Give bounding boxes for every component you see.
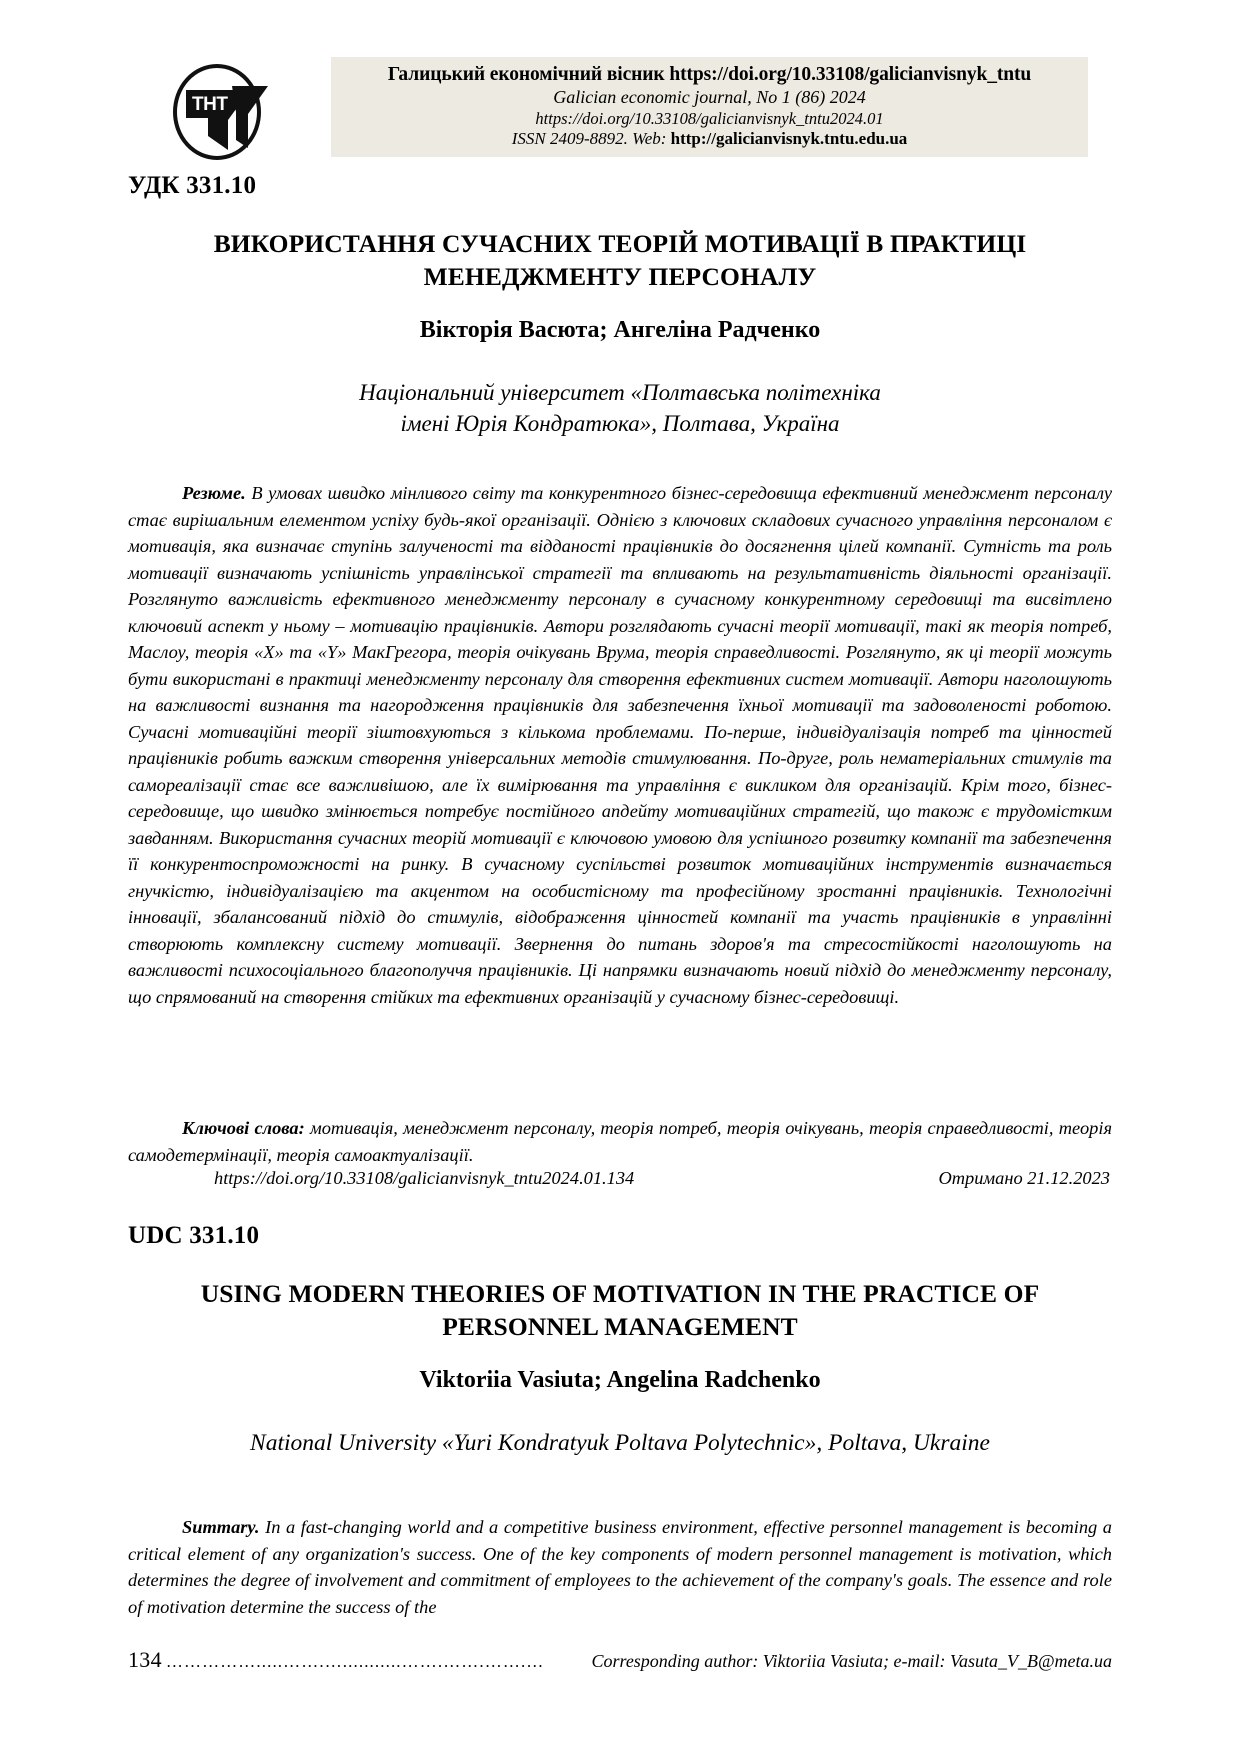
journal-title-en: Galician economic journal, No 1 (86) 2024 <box>553 86 866 107</box>
abstract-uk-lead: Резюме. <box>182 483 246 504</box>
page-footer <box>128 1647 1112 1673</box>
received-date: Отримано 21.12.2023 <box>938 1168 1110 1188</box>
page-title-en: USING MODERN THEORIES OF MOTIVATION IN THE PRACTICE OF PERSONNEL MANAGEMENT <box>200 1279 1040 1341</box>
keywords-uk <box>128 1115 1112 1168</box>
udc-code-uk: УДК 331.10 <box>128 172 257 199</box>
article-doi[interactable]: https://doi.org/10.33108/galicianvisnyk_tntu2024.01.134 <box>214 1168 635 1188</box>
svg-text:ТНТ: ТНТ <box>192 94 228 115</box>
issue-doi: https://doi.org/10.33108/galicianvisnyk_tntu2024.01 <box>535 108 884 128</box>
abstract-uk-body: В умовах швидко мінливого світу та конкурентного бізнес-середовища ефективний менеджмент персоналу стає вирішальним елементом успіху будь-якої організації. Однією з ключових складових сучасного управління персоналом є мотивація, яка визначає ступінь залученості та відданості працівників до досягнення цілей компанії. Сутність та роль мотивації визначають успішність управлінської стратегії та впливають на результативність діяльності організації. Розглянуто важливість ефективного менеджменту персоналу в сучасному конкурентному середовищі та висвітлено ключовий аспект у ньому – мотивацію працівників. Автори розглядають сучасні теорії мотивації, такі як теорія потреб, Маслоу, теорія «Х» та «Y» МакГрегора, теорія очікувань Врума, теорія справедливості. Розглянуто, як ці теорії можуть бути використані в практиці менеджменту персоналу для створення ефективних систем мотивації. Автори наголошують на важливості визнання та нагородження працівників для забезпечення їхньої мотивації та задоволеності роботою. Сучасні мотиваційні теорії зіштовхуються з кількома проблемами. По-перше, індивідуалізація потреб та цінностей працівників робить важким створення універсальних методів стимулювання. По-друге, роль нематеріальних стимулів та самореалізації стає все важливішою, але їх вимірювання та управління є викликом для організацій. Крім того, бізнес-середовище, що швидко змінюється потребує постійного апдейту мотиваційних стратегій, що також є трудомістким завданням. Використання сучасних теорій мотивації є ключовою умовою для успішного розвитку компанії та забезпечення її конкурентоспроможності на ринку. В сучасному суспільстві розвиток мотиваційних інструментів визначається гнучкістю, індивідуалізацією та акцентом на особистісному та професійному зростанні працівників. Технологічні інновації, збалансований підхід до стимулів, відображення цінностей компанії та участь працівників в управлінні створюють комплексну систему мотивації. Звернення до питань здоров'я та стресостійкості наголошують на важливості психосоціального благополуччя працівників. Ці напрямки визначають новий підхід до менеджменту персоналу, що спрямований на створення стійких та ефективних організацій у сучасному бізнес-середовищі. <box>128 483 1112 1007</box>
authors-en: Viktoriia Vasiuta; Angelina Radchenko <box>419 1367 821 1393</box>
corresponding-author: Corresponding author: Viktoriia Vasiuta; e-mail: Vasuta_V_B@meta.ua <box>591 1651 1112 1671</box>
issn-and-web <box>339 129 1080 150</box>
page-masthead <box>0 0 1240 170</box>
journal-website[interactable]: http://galicianvisnyk.tntu.edu.ua <box>670 128 908 148</box>
footer-dot-leader: …………….....…….…...........…….…….…….… <box>165 1652 545 1671</box>
keywords-uk-body: мотивація, менеджмент персоналу, теорія потреб, теорія очікувань, теорія справедливості, теорія самодетермінації, теорія самоактуалізації. <box>128 1118 1113 1165</box>
abstract-uk <box>128 480 1112 1010</box>
issn-label: ISSN 2409-8892. Web: <box>511 128 671 148</box>
summary-en-body: In a fast-changing world and a competitive business environment, effective personnel management is becoming a critical element of any organization's success. One of the key components of modern personnel management is motivation, which determines the degree of involvement and commitment of employees to the achievement of the company's goals. The essence and role of motivation determine the success of the <box>128 1517 1112 1617</box>
udc-code-en: UDC 331.10 <box>128 1222 260 1249</box>
page-number: 134 <box>128 1647 162 1672</box>
keywords-uk-lead: Ключові слова: <box>182 1118 305 1139</box>
page-title-uk: ВИКОРИСТАННЯ СУЧАСНИХ ТЕОРІЙ МОТИВАЦІЇ В ПРАКТИЦІ МЕНЕДЖМЕНТУ ПЕРСОНАЛУ <box>213 229 1027 291</box>
journal-banner <box>331 57 1088 157</box>
summary-en <box>128 1514 1112 1620</box>
tntu-logo <box>158 62 276 162</box>
affiliation-uk <box>128 377 1112 439</box>
affiliation-uk-line2: імені Юрія Кондратюка», Полтава, Україна <box>400 411 840 437</box>
authors-uk: Вікторія Васюта; Ангеліна Радченко <box>419 317 821 343</box>
affiliation-uk-line1: Національний університет «Полтавська політехніка <box>359 380 881 405</box>
doi-received-row <box>128 1168 1112 1189</box>
journal-title-uk: Галицький економічний вісник https://doi.org/10.33108/galicianvisnyk_tntu <box>387 64 1032 85</box>
affiliation-en: National University «Yuri Kondratyuk Poltava Polytechnic», Poltava, Ukraine <box>250 1430 990 1456</box>
summary-en-lead: Summary. <box>182 1517 260 1538</box>
